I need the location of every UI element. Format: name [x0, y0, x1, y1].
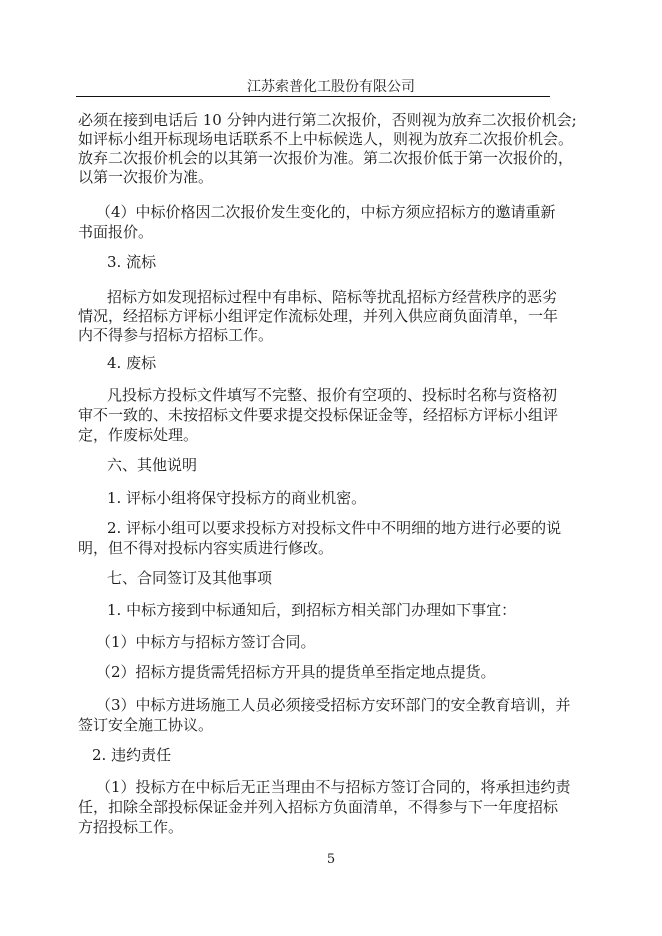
- paragraph-line: 放弃二次报价机会的以其第一次报价为准。第二次报价低于第一次报价的，: [78, 149, 574, 167]
- paragraph-line: 情况，经招标方评标小组评定作流标处理，并列入供应商负面清单，一年: [78, 307, 559, 325]
- paragraph-line: 以第一次报价为准。: [78, 168, 214, 186]
- section-heading: 七、合同签订及其他事项: [107, 569, 273, 587]
- paragraph-line: 1. 评标小组将保守投标方的商业机密。: [107, 489, 367, 507]
- paragraph-line: （1）中标方与招标方签订合同。: [96, 633, 316, 651]
- section-heading: 六、其他说明: [107, 456, 198, 474]
- paragraph-line: （4）中标价格因二次报价发生变化的，中标方须应招标方的邀请重新: [96, 203, 556, 221]
- section-heading: 4. 废标: [107, 354, 157, 372]
- paragraph-line: 签订安全施工协议。: [78, 716, 214, 734]
- paragraph-line: （3）中标方进场施工人员必须接受招标方安环部门的安全教育培训，并: [96, 696, 571, 714]
- paragraph-line: 必须在接到电话后 10 分钟内进行第二次报价，否则视为放弃二次报价机会;: [78, 111, 577, 129]
- header-rule: [76, 96, 550, 97]
- page-header-company: 江苏索普化工股份有限公司: [247, 79, 415, 95]
- paragraph-line: （2）招标方提货需凭招标方开具的提货单至指定地点提货。: [96, 663, 496, 681]
- paragraph-line: 如评标小组开标现场电话联系不上中标候选人，则视为放弃二次报价机会。: [78, 130, 574, 148]
- paragraph-line: 书面报价。: [78, 223, 154, 241]
- page-number: 5: [326, 852, 336, 867]
- paragraph-line: 方招投标工作。: [78, 818, 184, 836]
- paragraph-line: 任，扣除全部投标保证金并列入招标方负面清单，不得参与下一年度招标: [78, 798, 559, 816]
- paragraph-line: 2. 评标小组可以要求投标方对投标文件中不明细的地方进行必要的说: [107, 519, 562, 537]
- paragraph-line: （1）投标方在中标后无正当理由不与招标方签订合同的，将承担违约责: [96, 778, 571, 796]
- paragraph-line: 招标方如发现招标过程中有串标、陪标等扰乱招标方经营秩序的恶劣: [107, 288, 558, 306]
- paragraph-line: 内不得参与招标方招标工作。: [78, 326, 274, 344]
- paragraph-line: 审不一致的、未按招标文件要求提交投标保证金等，经招标方评标小组评: [78, 406, 559, 424]
- section-heading: 3. 流标: [107, 253, 157, 271]
- section-heading: 2. 违约责任: [92, 746, 172, 764]
- paragraph-line: 1. 中标方接到中标通知后，到招标方相关部门办理如下事宜：: [107, 601, 517, 619]
- paragraph-line: 明，但不得对投标内容实质进行修改。: [78, 539, 334, 557]
- paragraph-line: 凡投标方投标文件填写不完整、报价有空项的、投标时名称与资格初: [107, 386, 558, 404]
- paragraph-line: 定，作废标处理。: [78, 426, 199, 444]
